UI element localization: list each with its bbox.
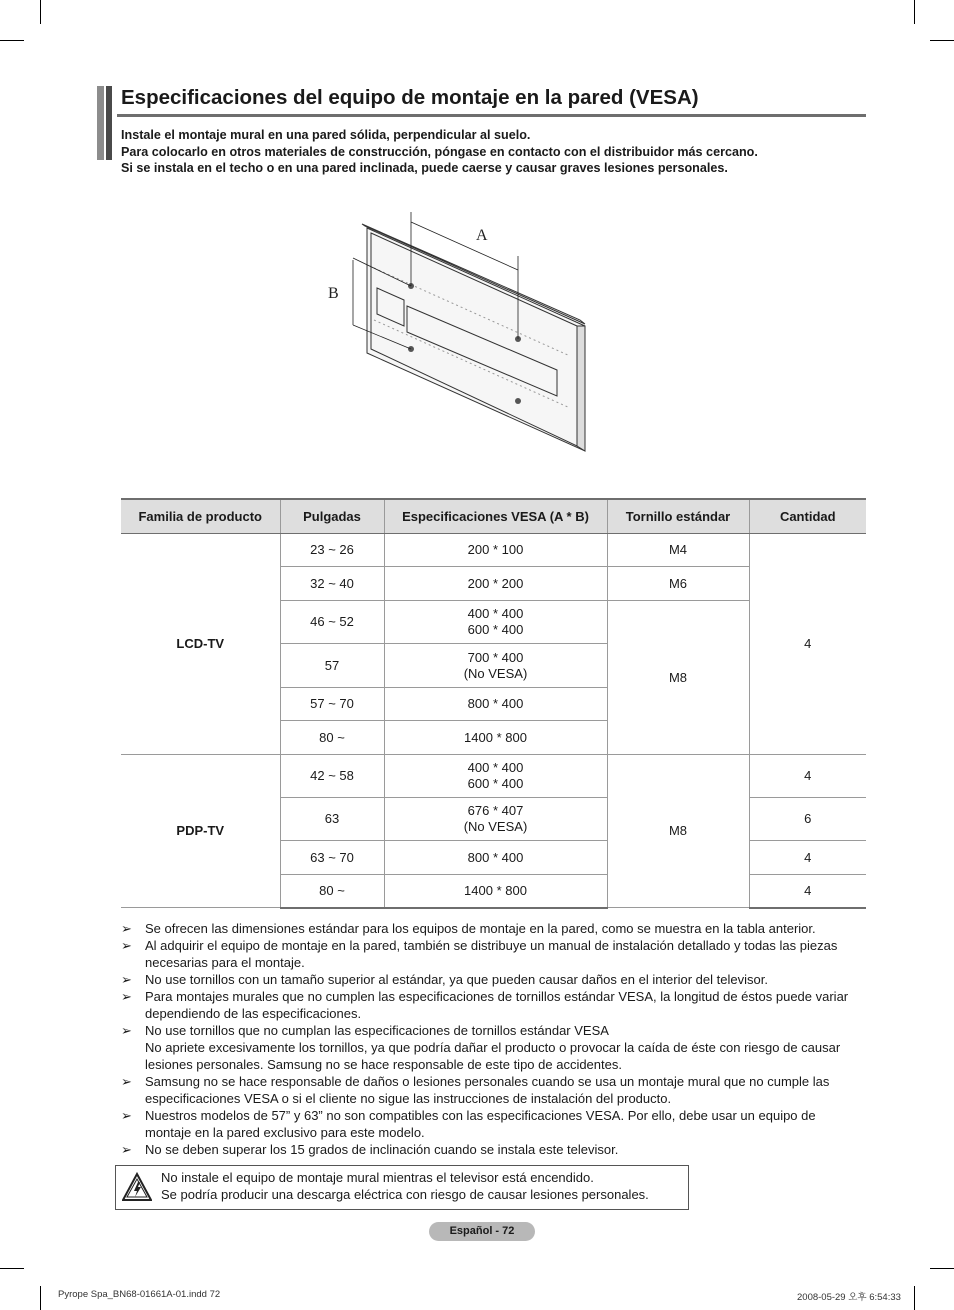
inches-cell: 57 xyxy=(280,644,384,688)
vesa-cell: 800 * 400 xyxy=(384,688,607,721)
quantity-cell: 4 xyxy=(749,875,866,908)
vesa-cell xyxy=(384,798,607,841)
note-text: Samsung no se hace responsable de daños o lesiones personales cuando se usa un montaje mural que no cumple las especificaciones VESA o si el cliente no sigue las instrucciones de instalación del producto. xyxy=(145,1074,830,1106)
inches-cell: 42 ~ 58 xyxy=(280,755,384,798)
arrow-icon: ➢ xyxy=(121,972,132,987)
table-header-row xyxy=(121,499,866,534)
column-header: Familia de producto xyxy=(121,499,280,534)
column-header: Cantidad xyxy=(749,499,866,534)
dimension-label-a: A xyxy=(476,227,488,244)
arrow-icon: ➢ xyxy=(121,1074,132,1089)
vesa-cell: 200 * 100 xyxy=(384,534,607,567)
vesa-line: (No VESA) xyxy=(463,665,528,681)
product-family-cell: LCD-TV xyxy=(121,534,280,755)
note-text: No apriete excesivamente los tornillos, ya que podría dañar el producto o provocar la caída de éste con riesgo de causar lesiones personales. Samsung no se hace responsable de este tipo de accidentes. xyxy=(145,1040,841,1072)
screw-cell: M8 xyxy=(607,755,749,908)
inches-cell: 80 ~ xyxy=(280,875,384,908)
arrow-icon: ➢ xyxy=(121,921,132,936)
tv-panel-outline xyxy=(362,224,585,451)
warning-line: No instale el equipo de montaje mural mientras el televisor está encendido. xyxy=(161,1170,594,1185)
title-underline xyxy=(117,114,866,117)
note-item xyxy=(121,1141,861,1158)
arrow-icon: ➢ xyxy=(121,938,132,953)
arrow-icon: ➢ xyxy=(121,1142,132,1157)
vesa-cell: 800 * 400 xyxy=(384,841,607,875)
vesa-line: 400 * 400 xyxy=(467,606,524,621)
quantity-cell: 4 xyxy=(749,755,866,798)
note-text: Para montajes murales que no cumplen las especificaciones de tornillos estándar VESA, la longitud de éstos puede variar dependiendo de las especificaciones. xyxy=(145,989,849,1021)
page-number-badge: Español - 72 xyxy=(429,1222,535,1241)
warning-text xyxy=(161,1169,649,1203)
crop-mark xyxy=(0,1268,24,1269)
inches-cell: 32 ~ 40 xyxy=(280,567,384,601)
inches-cell: 23 ~ 26 xyxy=(280,534,384,567)
vesa-cell xyxy=(384,644,607,688)
screw-cell: M4 xyxy=(607,534,749,567)
column-header: Especificaciones VESA (A * B) xyxy=(384,499,607,534)
footer-file-label: Pyrope Spa_BN68-01661A-01.indd 72 xyxy=(58,1289,221,1300)
arrow-icon: ➢ xyxy=(121,1023,132,1038)
arrow-icon: ➢ xyxy=(121,1108,132,1123)
vesa-line: 676 * 407 xyxy=(467,803,524,818)
crop-mark xyxy=(0,40,24,41)
intro-text xyxy=(121,127,758,177)
intro-line: Para colocarlo en otros materiales de construcción, póngase en contacto con el distribuidor más cercano. xyxy=(121,144,758,159)
inches-cell: 80 ~ xyxy=(280,721,384,755)
quantity-cell: 4 xyxy=(749,841,866,875)
column-header: Tornillo estándar xyxy=(607,499,749,534)
vesa-line: 400 * 400 xyxy=(467,760,524,775)
inches-cell: 63 xyxy=(280,798,384,841)
inches-cell: 57 ~ 70 xyxy=(280,688,384,721)
note-item xyxy=(121,988,861,1022)
note-text: No use tornillos con un tamaño superior al estándar, ya que pueden causar daños en el interior del televisor. xyxy=(145,972,768,987)
screw-cell: M6 xyxy=(607,567,749,601)
vesa-cell xyxy=(384,601,607,644)
note-item xyxy=(121,1073,861,1107)
vesa-cell: 1400 * 800 xyxy=(384,875,607,908)
note-item xyxy=(121,971,861,988)
vesa-line: 600 * 400 xyxy=(467,622,524,637)
note-item-continued xyxy=(121,1039,861,1073)
crop-mark xyxy=(914,0,915,24)
vesa-line: 600 * 400 xyxy=(467,776,524,791)
product-family-cell: PDP-TV xyxy=(121,755,280,908)
notes-list xyxy=(121,920,861,1158)
table-row xyxy=(121,755,866,798)
vesa-cell: 1400 * 800 xyxy=(384,721,607,755)
warning-box xyxy=(115,1165,689,1210)
tv-back-diagram xyxy=(322,208,592,463)
crop-mark xyxy=(40,0,41,24)
warning-icon xyxy=(122,1172,152,1202)
note-item xyxy=(121,920,861,937)
column-header: Pulgadas xyxy=(280,499,384,534)
vesa-spec-table xyxy=(121,498,866,909)
footer-timestamp: 2008-05-29 오후 6:54:33 xyxy=(797,1292,901,1303)
note-item xyxy=(121,1022,861,1039)
crop-mark xyxy=(914,1286,915,1310)
note-text: Al adquirir el equipo de montaje en la pared, también se distribuye un manual de instalación detallado y todas las piezas necesarias para el montaje. xyxy=(145,938,838,970)
dimension-label-b: B xyxy=(328,285,339,302)
title-accent-bar xyxy=(97,86,104,160)
vesa-line: 700 * 400 xyxy=(467,649,524,665)
note-item xyxy=(121,1107,861,1141)
crop-mark xyxy=(930,40,954,41)
vesa-line: (No VESA) xyxy=(463,819,528,834)
intro-line: Instale el montaje mural en una pared sólida, perpendicular al suelo. xyxy=(121,128,531,142)
screw-cell: M8 xyxy=(607,601,749,755)
quantity-cell: 4 xyxy=(749,534,866,755)
crop-mark xyxy=(40,1286,41,1310)
note-text: Se ofrecen las dimensiones estándar para los equipos de montaje en la pared, como se muestra en la tabla anterior. xyxy=(145,921,816,936)
crop-mark xyxy=(930,1268,954,1269)
arrow-icon: ➢ xyxy=(121,989,132,1004)
page-title: Especificaciones del equipo de montaje en la pared (VESA) xyxy=(121,86,699,109)
vesa-cell xyxy=(384,755,607,798)
intro-line: Si se instala en el techo o en una pared inclinada, puede caerse y causar graves lesiones personales. xyxy=(121,161,728,175)
inches-cell: 46 ~ 52 xyxy=(280,601,384,644)
title-accent-bar xyxy=(106,86,112,160)
note-text: No se deben superar los 15 grados de inclinación cuando se instala este televisor. xyxy=(145,1142,619,1157)
note-item xyxy=(121,937,861,971)
quantity-cell: 6 xyxy=(749,798,866,841)
inches-cell: 63 ~ 70 xyxy=(280,841,384,875)
note-text: Nuestros modelos de 57” y 63” no son compatibles con las especificaciones VESA. Por ello, debe usar un equipo de montaje en la pared exclusivo para este modelo. xyxy=(145,1108,816,1140)
note-text: No use tornillos que no cumplan las especificaciones de tornillos estándar VESA xyxy=(145,1023,609,1038)
warning-line: Se podría producir una descarga eléctrica con riesgo de causar lesiones personales. xyxy=(161,1187,649,1202)
table-row xyxy=(121,534,866,567)
vesa-cell: 200 * 200 xyxy=(384,567,607,601)
